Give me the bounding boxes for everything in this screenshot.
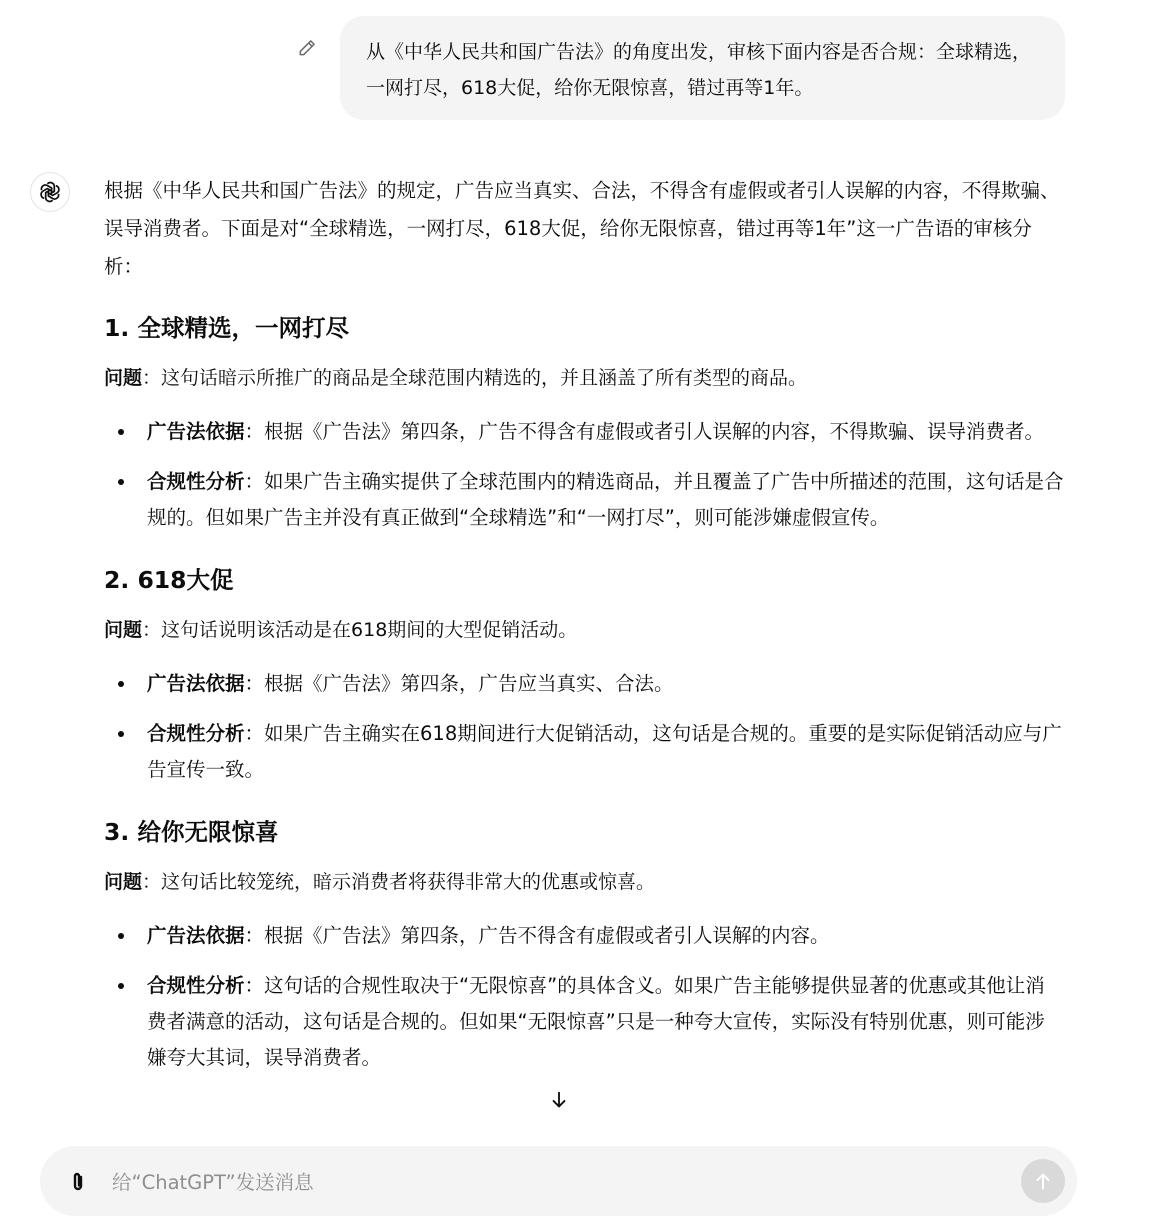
bullet-text: ：根据《广告法》第四条，广告不得含有虚假或者引人误解的内容。: [244, 924, 830, 947]
bullet-item: [104, 414, 1064, 450]
assistant-message: [104, 172, 1064, 1142]
bullet-text: ：这句话的合规性取决于“无限惊喜”的具体含义。如果广告主能够提供显著的优惠或其他让消费者满意的活动，这句话是合规的。但如果“无限惊喜”只是一种夸大宣传，实际没有特别优惠，则可能涉嫌夸大其词，误导消费者。: [147, 974, 1045, 1069]
bullet-item: [104, 464, 1064, 536]
problem-text: ：这句话说明该活动是在618期间的大型促销活动。: [142, 619, 578, 641]
bullet-label: 合规性分析: [147, 722, 245, 745]
section-heading: 2. 618大促: [104, 566, 234, 594]
bullet-text: ：如果广告主确实在618期间进行大促销活动，这句话是合规的。重要的是实际促销活动应与广告宣传一致。: [147, 722, 1062, 781]
section-heading: 1. 全球精选，一网打尽: [104, 314, 349, 342]
bullet-label: 合规性分析: [147, 470, 245, 493]
message-input[interactable]: [110, 1160, 974, 1204]
bullet-text: ：根据《广告法》第四条，广告不得含有虚假或者引人误解的内容，不得欺骗、误导消费者。: [244, 420, 1045, 443]
bullet-dot: [118, 429, 124, 435]
bullet-label: 广告法依据: [147, 420, 245, 443]
bullet-label: 合规性分析: [147, 974, 245, 997]
bullet-item: [104, 666, 1064, 702]
scroll-to-bottom-button[interactable]: [541, 1082, 577, 1118]
pencil-icon: [297, 38, 317, 58]
bullet-label: 广告法依据: [147, 672, 245, 695]
bullet-dot: [118, 479, 124, 485]
section-problem: [104, 864, 1064, 900]
bullet-dot: [118, 983, 124, 989]
arrow-down-icon: [548, 1089, 570, 1111]
arrow-up-icon: [1032, 1170, 1054, 1192]
bullet-label: 广告法依据: [147, 924, 245, 947]
edit-message-button[interactable]: [293, 34, 321, 62]
bullet-item: [104, 918, 1064, 954]
paperclip-icon: [66, 1170, 90, 1194]
attach-file-button[interactable]: [62, 1166, 94, 1198]
section-problem: [104, 612, 1064, 648]
bullet-text: ：如果广告主确实提供了全球范围内的精选商品，并且覆盖了广告中所描述的范围，这句话是合规的。但如果广告主并没有真正做到“全球精选”和“一网打尽”，则可能涉嫌虚假宣传。: [147, 470, 1064, 529]
section-heading: 3. 给你无限惊喜: [104, 818, 279, 846]
section-problem: [104, 360, 1064, 396]
assistant-intro: 根据《中华人民共和国广告法》的规定，广告应当真实、合法，不得含有虚假或者引人误解的内容，不得欺骗、误导消费者。下面是对“全球精选，一网打尽，618大促，给你无限惊喜，错过再等1年”这一广告语的审核分析：: [104, 179, 1060, 278]
bullet-text: ：根据《广告法》第四条，广告应当真实、合法。: [244, 672, 674, 695]
user-message-bubble: [340, 16, 1065, 120]
bullet-item: [104, 716, 1064, 788]
section-bullets: [104, 666, 1064, 788]
message-composer: [40, 1146, 1077, 1216]
section-bullets: [104, 414, 1064, 536]
problem-label: 问题: [104, 619, 143, 641]
assistant-avatar: [30, 172, 70, 212]
openai-logo-icon: [38, 180, 62, 204]
bullet-dot: [118, 731, 124, 737]
problem-text: ：这句话比较笼统，暗示消费者将获得非常大的优惠或惊喜。: [142, 871, 656, 893]
bullet-item: [104, 968, 1064, 1076]
user-message-text: 从《中华人民共和国广告法》的角度出发，审核下面内容是否合规：全球精选，一网打尽，618大促，给你无限惊喜，错过再等1年。: [366, 41, 1032, 99]
bullet-dot: [118, 933, 124, 939]
bullet-dot: [118, 681, 124, 687]
problem-label: 问题: [104, 367, 143, 389]
section-bullets: [104, 918, 1064, 1076]
send-button[interactable]: [1021, 1159, 1065, 1203]
problem-text: ：这句话暗示所推广的商品是全球范围内精选的，并且涵盖了所有类型的商品。: [142, 367, 808, 389]
problem-label: 问题: [104, 871, 143, 893]
